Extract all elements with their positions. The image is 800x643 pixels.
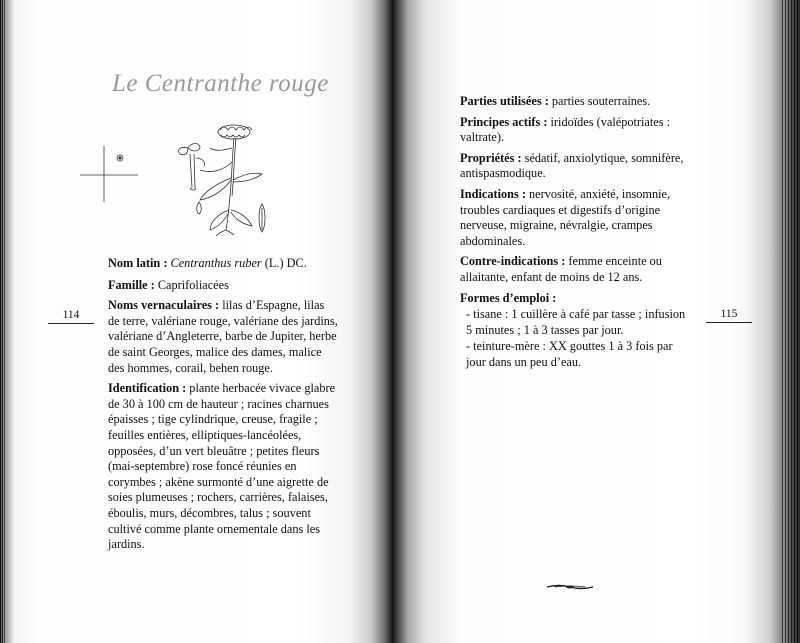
entry-latin-name bbox=[108, 256, 338, 272]
entry-active-principles bbox=[460, 115, 690, 146]
entry-family bbox=[108, 278, 338, 294]
entry-forms-of-use bbox=[460, 291, 690, 307]
form-item-tisane: - tisane : 1 cuillère à café par tasse ; infusion 5 minutes ; 1 à 3 tasses par jour. bbox=[466, 307, 686, 337]
entry-label: Nom latin : bbox=[108, 256, 168, 270]
entry-vernacular-names bbox=[108, 298, 338, 376]
entry-label: Identification : bbox=[108, 381, 187, 396]
entry-label: Parties utilisées : bbox=[460, 94, 549, 108]
entry-label: Famille : bbox=[108, 277, 155, 292]
entry-text: femme enceinte ou allaitante, enfant de moins de 12 ans. bbox=[460, 254, 662, 284]
entry-text: plante herbacée vivace glabre de 30 à 100 cm de hauteur ; racines charnues épaisses ; tige cylindrique, creuse, fragile ; feuilles entières, elliptiques-lancéolées, opposées, d’un vert bleuâtre ; petites fleurs (mai-septembre) rose foncé réunies en corymbes ; akène surmonté d’une aigrette de soies plumeuses ; rochers, carrières, falaises, éboulis, murs, décombres, talus ; souvent cultivé comme plante ornementale dans les jardins. bbox=[108, 381, 336, 552]
entry-label: Indications : bbox=[460, 186, 526, 201]
entry-properties bbox=[460, 151, 690, 182]
page-edges bbox=[782, 0, 800, 643]
entry-indications bbox=[460, 187, 690, 249]
left-text-column bbox=[108, 256, 338, 558]
entry-text: iridoïdes (valépotriates : valtrate). bbox=[460, 114, 671, 145]
entry-text: nervosité, anxiété, insomnie, troubles cardiaques et digestifs d’origine nerveuse, migraine, névralgie, crampes abdominales. bbox=[460, 186, 671, 248]
form-item-tincture: - teinture-mère : XX gouttes 1 à 3 fois par jour dans un peu d’eau. bbox=[466, 339, 673, 369]
crosshair-icon bbox=[80, 146, 138, 202]
entry-identification bbox=[108, 381, 338, 553]
entry-parts-used bbox=[460, 94, 690, 110]
flourish-ornament-icon bbox=[545, 583, 595, 591]
page-number-right: 115 bbox=[706, 308, 752, 323]
entry-label: Propriétés : bbox=[460, 150, 522, 165]
left-page-edge bbox=[0, 0, 6, 643]
right-text-column bbox=[460, 94, 690, 372]
page-title: Le Centranthe rouge bbox=[112, 70, 329, 97]
entry-text: (L.) DC. bbox=[261, 256, 307, 270]
plant-drawing bbox=[178, 125, 265, 236]
left-page bbox=[0, 0, 392, 643]
entry-text: lilas d’Espagne, lilas de terre, valériane rouge, valériane des jardins, valériane d’Angleterre, barbe de Jupiter, herbe de saint Georges, malice des dames, malice des hommes, corail, behen rouge. bbox=[108, 298, 338, 375]
entry-label: Noms vernaculaires : bbox=[108, 298, 220, 313]
page-number-left: 114 bbox=[48, 309, 94, 324]
entry-text: parties souterraines. bbox=[548, 94, 651, 108]
entry-label: Formes d’emploi : bbox=[460, 290, 557, 305]
plant-illustration bbox=[76, 118, 286, 236]
entry-text: sédatif, anxiolytique, somnifère, antispasmodique. bbox=[460, 150, 684, 181]
entry-contraindications bbox=[460, 254, 690, 285]
entry-label: Principes actifs : bbox=[460, 114, 548, 129]
latin-name: Centranthus ruber bbox=[170, 256, 262, 270]
entry-label: Contre-indications : bbox=[460, 254, 566, 269]
entry-text: Caprifoliacées bbox=[154, 277, 229, 292]
